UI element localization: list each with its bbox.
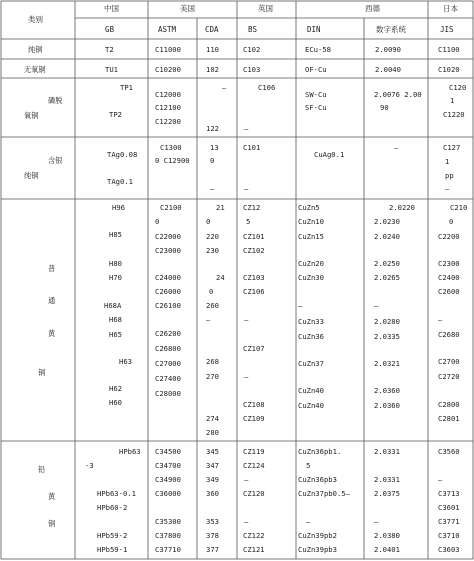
row-category: 磷脱 — [48, 96, 63, 105]
cell-jis: C3713 — [438, 489, 460, 498]
cell-din: CuZn36pb1. — [298, 447, 342, 456]
cell-bs: CZ106 — [243, 287, 265, 296]
cell-jis: C1100 — [438, 45, 460, 54]
cell-din: SF-Cu — [305, 103, 327, 112]
cell-astm: C26800 — [155, 344, 181, 353]
cell-jis: – — [438, 315, 443, 324]
cell-cda: 110 — [206, 45, 219, 54]
row-category: 无氧铜 — [24, 65, 46, 74]
cell-bs: CZ120 — [243, 489, 265, 498]
cell-cda: 102 — [206, 65, 219, 74]
cell-din-number: 2.0331 — [374, 447, 400, 456]
cell-din: CuZn40 — [298, 386, 324, 395]
header-cda: CDA — [205, 25, 219, 34]
cell-din: ECu-58 — [305, 45, 331, 54]
cell-astm: C26100 — [155, 301, 181, 310]
cell-din: CuZn10 — [298, 217, 324, 226]
cell-jis: C2200 — [438, 232, 460, 241]
cell-din: CuZn15 — [298, 232, 324, 241]
cell-bs: – — [244, 124, 249, 133]
cell-astm: C1300 — [160, 143, 182, 152]
cell-din: – — [298, 301, 303, 310]
cell-cda: 260 — [206, 301, 219, 310]
cell-jis: C3560 — [438, 447, 460, 456]
cell-jis: C120 — [449, 83, 467, 92]
cell-din: CuZn39pb3 — [298, 545, 337, 554]
cell-astm: C27000 — [155, 359, 181, 368]
cell-din: CuZn36pb3 — [298, 475, 337, 484]
row-category: 铅 — [38, 465, 46, 474]
row-category: 纯铜 — [24, 171, 39, 180]
cell-jis: C2700 — [438, 357, 460, 366]
cell-din-number: 2.0090 — [375, 45, 401, 54]
cell-din-number: 2.0401 — [374, 545, 400, 554]
cell-bs: CZ119 — [243, 447, 265, 456]
cell-jis: C210 — [450, 203, 468, 212]
cell-gb: TU1 — [105, 65, 118, 74]
cell-din: OF-Cu — [305, 65, 327, 74]
cell-bs: – — [244, 517, 249, 526]
cell-cda: 268 — [206, 357, 219, 366]
cell-cda: 270 — [206, 372, 219, 381]
cell-gb: HPb60-2 — [97, 503, 128, 512]
cell-cda: 280 — [206, 428, 219, 437]
cell-bs: CZ108 — [243, 400, 265, 409]
cell-jis: C2801 — [438, 414, 460, 423]
cell-din-number: 2.0230 — [374, 217, 400, 226]
cell-astm: C11000 — [155, 45, 181, 54]
cell-gb: H63 — [119, 357, 132, 366]
cell-din: 5 — [306, 461, 311, 470]
cell-gb: H85 — [109, 230, 122, 239]
cell-din-number: 2.0040 — [375, 65, 401, 74]
cell-din: CuZn39pb2 — [298, 531, 337, 540]
cell-din-number: 90 — [380, 103, 389, 112]
row-category: 纯铜 — [28, 45, 43, 54]
cell-gb: TAg0.08 — [107, 150, 138, 159]
cell-astm: C34500 — [155, 447, 181, 456]
cell-din-number: 2.0360 — [374, 401, 400, 410]
cell-gb: -3 — [85, 461, 94, 470]
cell-cda: 345 — [206, 447, 219, 456]
cell-bs: – — [244, 184, 249, 193]
cell-din-number: 2.0360 — [374, 386, 400, 395]
header-gb: GB — [105, 25, 115, 34]
cell-gb: HPb63 — [119, 447, 141, 456]
cell-bs: CZ102 — [243, 246, 265, 255]
cell-gb: H60 — [109, 398, 122, 407]
cell-astm: 0 — [155, 217, 160, 226]
cell-bs: CZ107 — [243, 344, 265, 353]
header-jis: JIS — [440, 25, 454, 34]
row-category: 黄 — [48, 329, 56, 338]
cell-jis: – — [438, 475, 443, 484]
cell-cda: 0 — [210, 156, 215, 165]
row-category: 氧铜 — [24, 111, 39, 120]
header-japan: 日本 — [443, 4, 458, 13]
cell-cda: 378 — [206, 531, 219, 540]
cell-jis: C3771 — [438, 517, 460, 526]
cell-din-number: 2.0321 — [374, 359, 400, 368]
cell-cda: 230 — [206, 246, 219, 255]
cell-jis: C2800 — [438, 400, 460, 409]
cell-astm: C22000 — [155, 232, 181, 241]
cell-astm: C2100 — [160, 203, 182, 212]
cell-din: CuZn37 — [298, 359, 324, 368]
cell-din: SW-Cu — [305, 90, 327, 99]
header-china: 中国 — [104, 4, 119, 13]
cell-cda: – — [206, 315, 211, 324]
cell-din-number: 2.0331 — [374, 475, 400, 484]
row-category: 含银 — [48, 156, 63, 165]
cell-gb: TP1 — [120, 83, 133, 92]
row-category: 铜 — [48, 519, 56, 528]
cell-jis: C3603 — [438, 545, 460, 554]
cell-gb: H80 — [109, 259, 122, 268]
cell-cda: 13 — [210, 143, 219, 152]
cell-din: CuZn37pb0.5– — [298, 489, 350, 498]
cell-astm: 0 C12900 — [155, 156, 190, 165]
cell-astm: C10200 — [155, 65, 181, 74]
cell-bs: CZ12 — [243, 203, 261, 212]
cell-astm: C23000 — [155, 246, 181, 255]
cell-jis: pp — [445, 171, 454, 180]
cell-bs: – — [244, 475, 249, 484]
cell-cda: 377 — [206, 545, 219, 554]
cell-cda: 0 — [209, 287, 214, 296]
cell-jis: C2680 — [438, 330, 460, 339]
cell-bs: C102 — [243, 45, 261, 54]
cell-din-number: 2.0375 — [374, 489, 400, 498]
cell-cda: 24 — [216, 273, 225, 282]
cell-astm: C37800 — [155, 531, 181, 540]
cell-bs: CZ103 — [243, 273, 265, 282]
cell-astm: C34900 — [155, 475, 181, 484]
cell-bs: CZ109 — [243, 414, 265, 423]
cell-jis: 0 — [449, 217, 454, 226]
cell-din: CuZn30 — [298, 273, 324, 282]
cell-bs: CZ124 — [243, 461, 265, 470]
cell-jis: C2300 — [438, 259, 460, 268]
cell-cda: 360 — [206, 489, 219, 498]
cell-din: CuZn40 — [298, 401, 324, 410]
cell-cda: 122 — [206, 124, 219, 133]
cell-gb: TAg0.1 — [107, 177, 133, 186]
cell-din: CuZn33 — [298, 317, 324, 326]
cell-jis: C2600 — [438, 287, 460, 296]
cell-astm: C37710 — [155, 545, 181, 554]
cell-din-number: – — [394, 143, 399, 152]
cell-astm: C36000 — [155, 489, 181, 498]
cell-din-number: – — [374, 517, 379, 526]
cell-jis: C1020 — [438, 65, 460, 74]
cell-astm: C27400 — [155, 374, 181, 383]
cell-din: CuAg0.1 — [314, 150, 345, 159]
cell-gb: H65 — [109, 330, 122, 339]
cell-astm: C12000 — [155, 90, 181, 99]
header-usa: 美国 — [180, 4, 195, 13]
cell-cda: – — [222, 83, 227, 92]
cell-jis: 1 — [450, 96, 455, 105]
cell-din-number: 2.0280 — [374, 317, 400, 326]
cell-bs: C101 — [243, 143, 261, 152]
cell-din: CuZn5 — [298, 203, 320, 212]
cell-astm: C34700 — [155, 461, 181, 470]
cell-astm: C12200 — [155, 117, 181, 126]
cell-cda: 220 — [206, 232, 219, 241]
cell-jis: C1220 — [443, 110, 465, 119]
cell-bs: 5 — [246, 217, 251, 226]
cell-cda: 274 — [206, 414, 219, 423]
cell-bs: CZ101 — [243, 232, 265, 241]
cell-gb: HPb59-2 — [97, 531, 128, 540]
cell-gb: HPb59-1 — [97, 545, 128, 554]
row-category: 铜 — [38, 368, 46, 377]
cell-gb: H70 — [109, 273, 122, 282]
cell-gb: H62 — [109, 384, 122, 393]
cell-cda: 347 — [206, 461, 219, 470]
cell-bs: CZ122 — [243, 531, 265, 540]
cell-din-number: 2.0265 — [374, 273, 400, 282]
cell-din: – — [306, 517, 311, 526]
cell-bs: – — [244, 372, 249, 381]
cell-cda: 0 — [206, 217, 211, 226]
header-astm: ASTM — [158, 25, 177, 34]
cell-din-number: 2.0380 — [374, 531, 400, 540]
cell-astm: C28000 — [155, 389, 181, 398]
cell-din-number: 2.0076 2.00 — [374, 90, 422, 99]
cell-bs: – — [244, 315, 249, 324]
cell-astm: C24000 — [155, 273, 181, 282]
cell-jis: – — [445, 184, 450, 193]
header-din: DIN — [307, 25, 321, 34]
cell-cda: – — [210, 184, 215, 193]
cell-din-number: 2.0220 — [389, 203, 415, 212]
cell-din-number: – — [374, 301, 379, 310]
header-din-number: 数字系统 — [376, 25, 406, 34]
header-germany: 西德 — [365, 4, 380, 13]
header-bs: BS — [248, 25, 258, 34]
cell-din-number: 2.0240 — [374, 232, 400, 241]
cell-jis: C2720 — [438, 372, 460, 381]
cell-jis: C2400 — [438, 273, 460, 282]
cell-jis: C3710 — [438, 531, 460, 540]
cell-gb: T2 — [105, 45, 114, 54]
cell-bs: C103 — [243, 65, 261, 74]
cell-din-number: 2.0250 — [374, 259, 400, 268]
row-category: 通 — [48, 296, 56, 305]
cell-jis: C127 — [443, 143, 461, 152]
cell-bs: C106 — [258, 83, 276, 92]
header-uk: 英国 — [258, 4, 273, 13]
cell-gb: TP2 — [109, 110, 122, 119]
cell-astm: C26000 — [155, 287, 181, 296]
cell-astm: C26200 — [155, 329, 181, 338]
cell-gb: H68 — [109, 315, 122, 324]
cell-din: CuZn36 — [298, 332, 324, 341]
cell-gb: HPb63-0.1 — [97, 489, 136, 498]
cell-din-number: 2.0335 — [374, 332, 400, 341]
cell-astm: C12100 — [155, 103, 181, 112]
cell-jis: 1 — [445, 157, 450, 166]
cell-astm: C35300 — [155, 517, 181, 526]
cell-bs: CZ121 — [243, 545, 265, 554]
cell-cda: 21 — [216, 203, 225, 212]
cell-cda: 349 — [206, 475, 219, 484]
cell-jis: C3601 — [438, 503, 460, 512]
header-category: 类别 — [28, 15, 43, 24]
row-category: 黄 — [48, 492, 56, 501]
cell-gb: H96 — [112, 203, 125, 212]
row-category: 普 — [48, 264, 56, 273]
cell-din: CuZn20 — [298, 259, 324, 268]
cell-cda: 353 — [206, 517, 219, 526]
cell-gb: H68A — [104, 301, 122, 310]
